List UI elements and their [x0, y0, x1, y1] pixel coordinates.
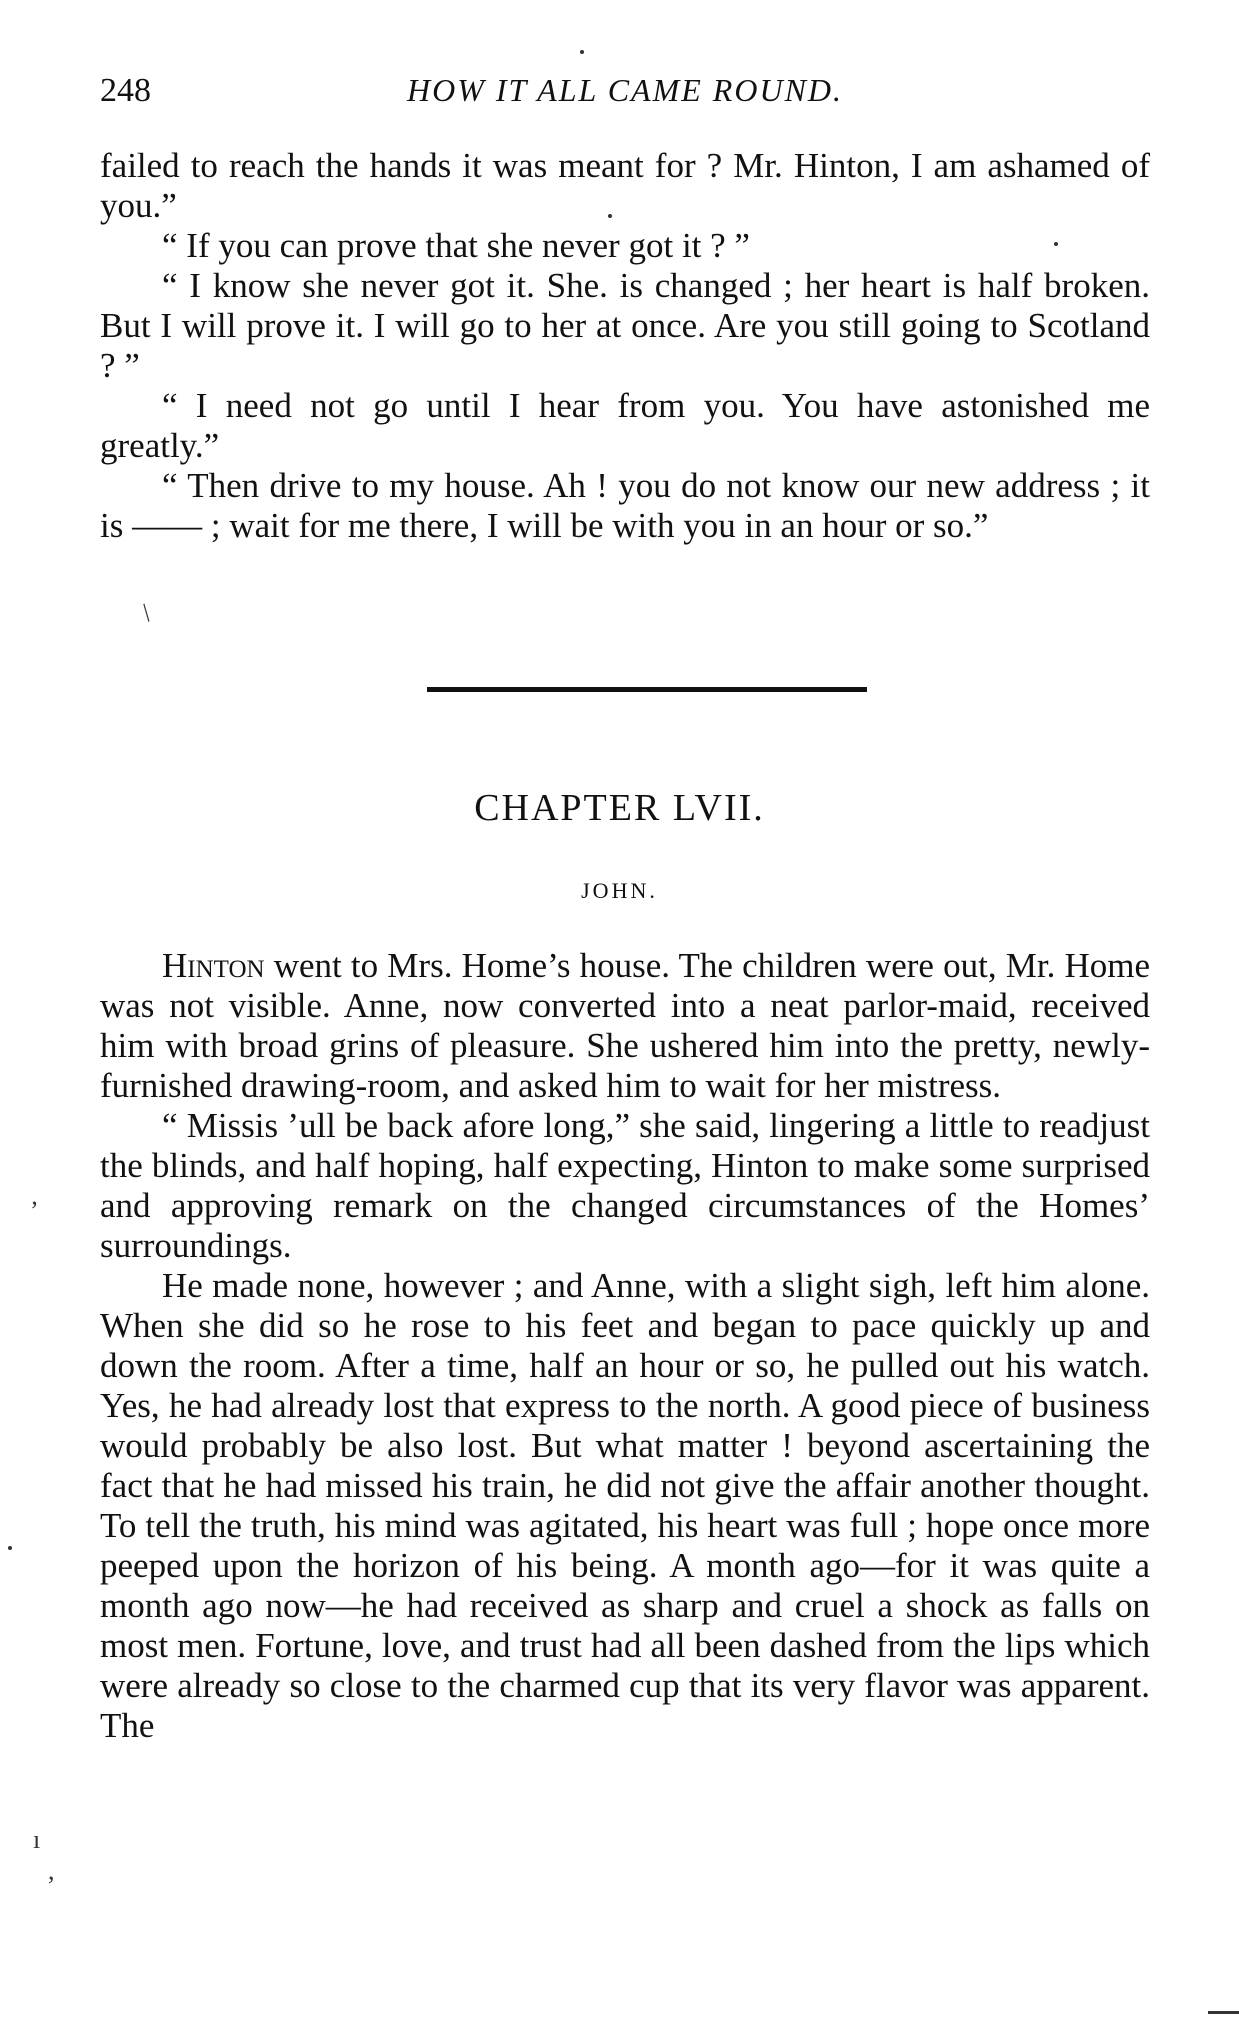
paragraph: failed to reach the hands it was meant for ? Mr. Hinton, I am ashamed of you.”	[100, 146, 1150, 225]
chapter-title: CHAPTER LVII.	[474, 787, 765, 829]
stray-mark: ,	[48, 1856, 55, 1885]
stray-mark: /	[135, 598, 158, 627]
paragraph-text: went to Mrs. Home’s house. The children were out, Mr. Home was not visible. Anne, now converted into a neat parlor-maid, received him with broad grins of pleasure. She ushered him into the pretty, newly-furnished drawing-room, and asked him to wait for her mistress.	[100, 946, 1150, 1105]
page-number: 248	[100, 72, 151, 109]
section-divider	[427, 687, 867, 692]
chapter-body	[100, 946, 1150, 1746]
stray-mark: ı	[33, 1825, 41, 1854]
running-head	[100, 72, 1150, 122]
paragraph: “ I need not go until I hear from you. You have astonished me greatly.”	[100, 386, 1150, 465]
running-title: HOW IT ALL CAME ROUND.	[406, 72, 844, 108]
chapter-subtitle: JOHN.	[581, 878, 658, 903]
lead-word: Hinton	[162, 946, 265, 985]
paragraph	[100, 946, 1150, 1106]
speck	[8, 1546, 12, 1550]
paragraph: “ Then drive to my house. Ah ! you do not know our new address ; it is —— ; wait for me there, I will be with you in an hour or so.”	[100, 466, 1150, 545]
speck	[608, 214, 612, 218]
stray-mark: ’	[30, 1196, 39, 1225]
corner-mark	[1208, 2011, 1239, 2014]
paragraph: “ I know she never got it. She. is changed ; her heart is half broken. But I will prove it. I will go to her at once. Are you still going to Scotland ? ”	[100, 266, 1150, 385]
paragraph: “ If you can prove that she never got it ? ”	[162, 226, 750, 265]
speck	[1054, 242, 1058, 246]
paragraph: He made none, however ; and Anne, with a slight sigh, left him alone. When she did so he rose to his feet and began to pace quickly up and down the room. After a time, half an hour or so, he pulled out his watch. Yes, he had already lost that express to the north. A good piece of business would probably be also lost. But what matter ! beyond ascertaining the fact that he had missed his train, he did not give the affair another thought. To tell the truth, his mind was agitated, his heart was full ; hope once more peeped upon the horizon of his being. A month ago—for it was quite a month ago now—he had received as sharp and cruel a shock as falls on most men. Fortune, love, and trust had all been dashed from the lips which were already so close to the charmed cup that its very flavor was apparent. The	[100, 1266, 1150, 1745]
paragraph: “ Missis ’ull be back afore long,” she said, lingering a little to readjust the blinds, and half hoping, half expecting, Hinton to make some surprised and approving remark on the changed circumstances of the Homes’ surroundings.	[100, 1106, 1150, 1265]
continued-dialogue	[100, 146, 1150, 546]
speck	[580, 50, 584, 54]
